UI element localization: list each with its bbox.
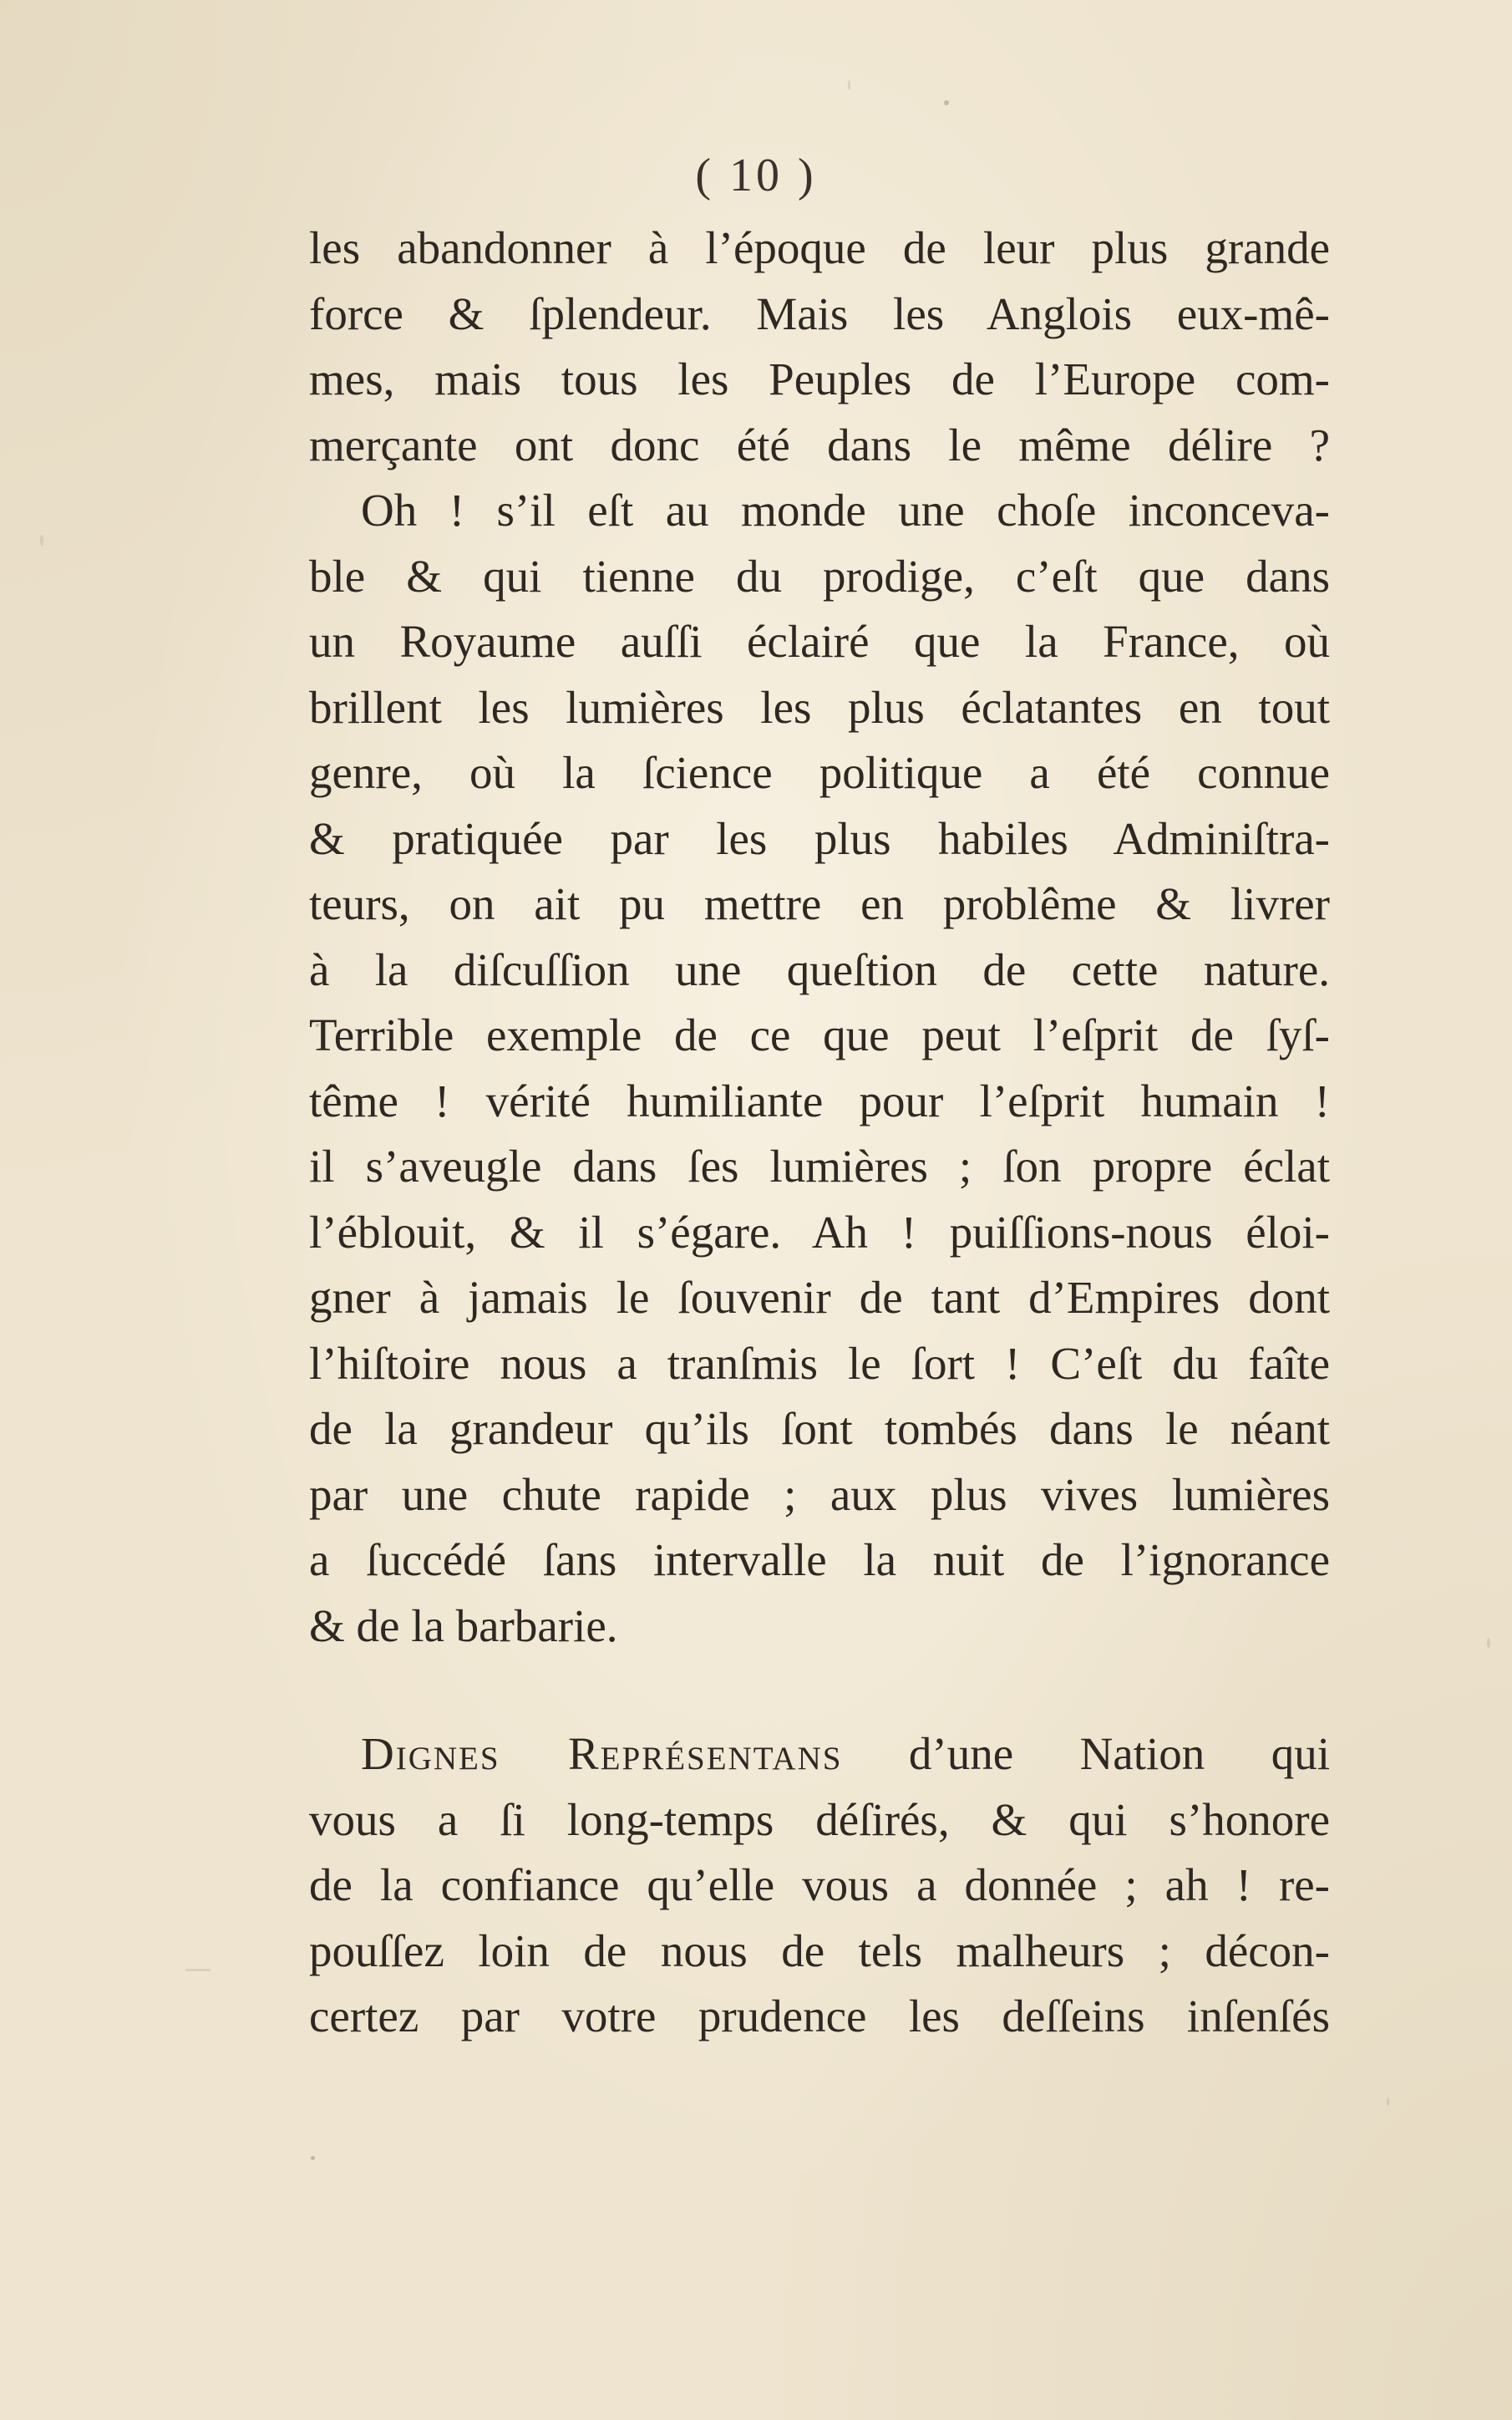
text-line: de la confiance qu’elle vous a donnée ; ah ! re- [309, 1859, 1330, 1910]
text-line: teurs, on ait pu mettre en problême & livrer [309, 878, 1330, 929]
paper-speck [40, 535, 43, 547]
text-line: brillent les lumières les plus éclatantes en tout [309, 681, 1330, 733]
paper-speck [1387, 2097, 1389, 2106]
text-line: par une chute rapide ; aux plus vives lumières [309, 1468, 1330, 1520]
text-line: Oh ! s’il eſt au monde une choſe inconceva- [361, 485, 1330, 536]
text-line: il s’aveugle dans ſes lumières ; ſon propre éclat [309, 1141, 1330, 1192]
text-line: ble & qui tienne du prodige, c’eſt que dans [309, 550, 1330, 602]
page-number: ( 10 ) [695, 150, 817, 201]
text-line: à la diſcuſſion une queſtion de cette nature. [309, 943, 1330, 995]
text-line: & de la barbarie. [309, 1599, 618, 1651]
text-line: tême ! vérité humiliante pour l’eſprit humain ! [309, 1075, 1330, 1126]
text-line: & pratiquée par les plus habiles Adminiſtra- [309, 812, 1330, 864]
text-line: vous a ſi long-temps déſirés, & qui s’honore [309, 1793, 1330, 1845]
paper-speck [848, 80, 850, 90]
first-line-rest: d’une Nation qui [842, 1728, 1330, 1779]
text-line: l’hiſtoire nous a tranſmis le ſort ! C’eſt du faîte [309, 1337, 1330, 1389]
text-line: Terrible exemple de ce que peut l’eſprit de ſyſ- [309, 1009, 1330, 1060]
text-line: gner à jamais le ſouvenir de tant d’Empires dont [309, 1272, 1330, 1323]
text-line: l’éblouit, & il s’égare. Ah ! puiſſions-nous éloi- [309, 1206, 1330, 1258]
smallcaps-lead: Dignes Représentans [361, 1728, 843, 1779]
text-line: merçante ont donc été dans le même délire ? [309, 419, 1330, 470]
text-line: un Royaume auſſi éclairé que la France, où [309, 616, 1330, 667]
text-line: genre, où la ſcience politique a été connue [309, 747, 1330, 798]
text-line: les abandonner à l’époque de leur plus grande [309, 222, 1330, 273]
paragraph-2 [309, 1721, 1330, 2050]
text-line: pouſſez loin de nous de tels malheurs ; décon- [309, 1924, 1330, 1976]
text-line: force & ſplendeur. Mais les Anglois eux-mê- [309, 287, 1330, 339]
text-line: mes, mais tous les Peuples de l’Europe com- [309, 353, 1330, 404]
text-line: certez par votre prudence les deſſeins inſenſés [309, 1990, 1330, 2041]
paper-speck [944, 100, 949, 105]
paper-speck [316, 1024, 319, 1027]
paper-speck [311, 2156, 315, 2160]
text-line: de la grandeur qu’ils ſont tombés dans le néant [309, 1403, 1330, 1454]
paragraph-1 [309, 216, 1330, 1659]
paper-speck [185, 1969, 211, 1971]
paper-speck [1487, 1638, 1490, 1648]
text-line-first [309, 1721, 1330, 1787]
text-line: a ſuccédé ſans intervalle la nuit de l’ignorance [309, 1534, 1330, 1585]
